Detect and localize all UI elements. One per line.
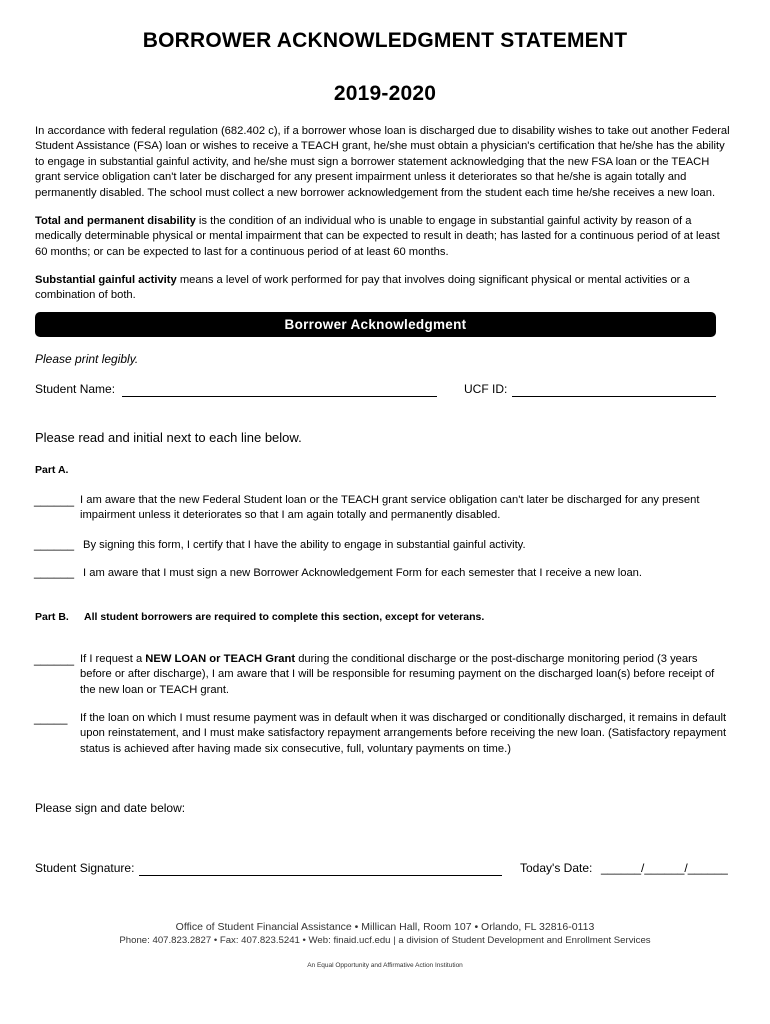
intro-paragraph: In accordance with federal regulation (682.402 c), if a borrower whose loan is discharged due to disability wishes to take out another Federal Student Assistance (FSA) loan or wishes to receive a TEACH grant, he/she must obtain a physician's certification that he/she has the ability to engage in substantial gainful activity, and he/she must sign a borrower statement acknowledging that the new FSA loan or the TEACH grant service obligation can't later be discharged for any present impairment unless it deteriorates so that he/she is again totally and permanently disabled. The school must collect a new borrower acknowledgement from the student each time he/she receives a new loan. <box>35 125 730 199</box>
part-b-item-2: If the loan on which I must resume payment was in default when it was discharged or conditionally discharged, it remains in default upon reinstatement, and I must make satisfactory repayment arrangements before receiving the new loan. (Satisfactory repayment status is achieved after having made six consecutive, full, voluntary payments on time.) <box>80 712 727 755</box>
initial-blank-a1[interactable]: ______ <box>34 493 75 507</box>
document-title: BORROWER ACKNOWLEDGMENT STATEMENT <box>142 29 628 52</box>
definition-text: is the condition of an individual who is unable to engage in substantial gainful activity by reason of a medically determinable physical or mental impairment that can be expected to result in death; has lasted for a continuous period of at least 60 months; or can be expected to last for a continuous period of at least 60 months. <box>35 215 720 258</box>
date-field[interactable]: ______/______/______ <box>601 861 728 875</box>
definition-term: Total and permanent disability <box>35 215 196 227</box>
initial-blank-a2[interactable]: ______ <box>34 537 75 551</box>
footer-eeo: An Equal Opportunity and Affirmative Action Institution <box>307 962 463 969</box>
student-name-field[interactable] <box>122 384 437 397</box>
ucf-id-label: UCF ID: <box>464 382 508 396</box>
definition-text: means a level of work performed for pay that involves doing significant physical or mental activities or a combination of both. <box>35 274 690 302</box>
footer-contact: Phone: 407.823.2827 • Fax: 407.823.5241 • Web: finaid.ucf.edu | a division of Student Development and Enrollment Services <box>119 935 651 946</box>
part-b-heading: All student borrowers are required to complete this section, except for veterans. <box>84 611 485 623</box>
print-note: Please print legibly. <box>35 352 139 366</box>
initial-blank-b1[interactable]: ______ <box>34 652 75 666</box>
part-b-item-1 <box>80 652 730 698</box>
student-name-label: Student Name: <box>35 382 116 396</box>
item-text: during the conditional discharge or the post-discharge monitoring period (3 years before or after discharge), I am aware that I will be responsible for resuming payment on the discharged loan(s) before receipt of the new loan or TEACH grant. <box>80 653 715 696</box>
part-b-label: Part B. <box>35 611 69 623</box>
initial-instruction: Please read and initial next to each line below. <box>35 430 302 445</box>
date-label: Today's Date: <box>520 861 593 875</box>
definition-term: Substantial gainful activity <box>35 274 177 286</box>
item-emphasis: NEW LOAN or TEACH Grant <box>145 653 296 665</box>
sign-instruction: Please sign and date below: <box>35 801 186 815</box>
item-text: If I request a <box>80 653 146 665</box>
definition-gainful-activity <box>35 273 735 304</box>
section-banner: Borrower Acknowledgment <box>35 312 716 337</box>
document-year: 2019-2020 <box>333 82 437 105</box>
definition-total-disability <box>35 214 735 260</box>
footer-address: Office of Student Financial Assistance • Millican Hall, Room 107 • Orlando, FL 32816-0113 <box>175 921 595 933</box>
initial-blank-a3[interactable]: ______ <box>34 565 75 579</box>
part-a-item-3: I am aware that I must sign a new Borrower Acknowledgement Form for each semester that I receive a new loan. <box>83 567 643 579</box>
part-a-item-2: By signing this form, I certify that I have the ability to engage in substantial gainful activity. <box>83 539 526 551</box>
part-a-label: Part A. <box>35 464 69 476</box>
initial-blank-b2[interactable]: _____ <box>34 711 68 725</box>
ucf-id-field[interactable] <box>512 384 716 397</box>
signature-label: Student Signature: <box>35 861 135 875</box>
part-a-item-1: I am aware that the new Federal Student loan or the TEACH grant service obligation can't later be discharged for any present impairment unless it deteriorates so that I am again totally and permanently disabled. <box>80 494 700 522</box>
signature-field[interactable] <box>139 863 502 876</box>
